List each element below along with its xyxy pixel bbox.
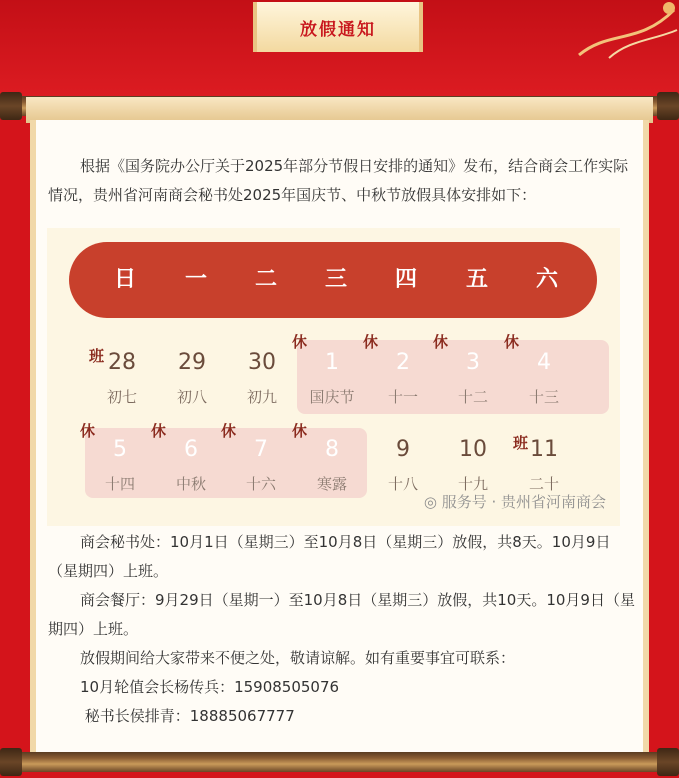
lunar-date: 十六 <box>245 475 276 493</box>
holiday-tag: 休 <box>80 422 96 440</box>
weekday-header <box>69 242 597 318</box>
day-number: 9 <box>396 437 410 462</box>
holiday-calendar <box>47 228 620 526</box>
holiday-tag: 休 <box>151 422 167 440</box>
day-cell <box>514 435 574 494</box>
holiday-tag: 休 <box>292 422 308 440</box>
rod-cap-left <box>0 92 22 120</box>
intro-paragraph: 根据《国务院办公厅关于2025年部分节假日安排的通知》发布，结合商会工作实际情况，贵州省河南商会秘书处2025年国庆节、中秋节放假具体安排如下： <box>48 157 629 204</box>
day-number: 30 <box>248 350 276 375</box>
weekday-thu: 四 <box>394 267 417 292</box>
weekday-fri: 五 <box>465 267 488 292</box>
page-title: 放假通知 <box>300 19 376 40</box>
rod-cap-right <box>657 748 679 776</box>
lunar-date: 二十 <box>528 475 559 493</box>
day-number: 5 <box>113 437 127 462</box>
lunar-date: 寒露 <box>316 475 347 493</box>
day-cell <box>90 435 150 494</box>
day-cell <box>302 435 362 494</box>
wechat-icon: ◎ <box>423 493 437 511</box>
weekday-sun: 日 <box>113 267 136 292</box>
day-cell <box>443 435 503 494</box>
weekday-mon: 一 <box>184 267 207 292</box>
details-section <box>48 528 638 731</box>
day-cell <box>92 348 152 407</box>
day-cell <box>443 348 503 407</box>
scroll-bottom-rod <box>0 752 679 772</box>
secretariat-notice: 商会秘书处：10月1日（星期三）至10月8日（星期三）放假，共8天。10月9日（星期四）上班。 <box>48 533 611 580</box>
holiday-tag: 休 <box>433 333 449 351</box>
watermark-text: 服务号 · 贵州省河南商会 <box>441 493 606 511</box>
weekday-wed: 三 <box>324 267 347 292</box>
lunar-date: 初九 <box>246 388 277 406</box>
day-number: 10 <box>459 437 487 462</box>
lunar-date: 十四 <box>104 475 135 493</box>
decorative-swirl-icon <box>569 0 679 60</box>
day-cell <box>302 348 362 407</box>
rod-cap-right <box>657 92 679 120</box>
day-number: 11 <box>530 437 558 462</box>
holiday-tag: 休 <box>292 333 308 351</box>
lunar-date: 十九 <box>457 475 488 493</box>
holiday-tag: 休 <box>363 333 379 351</box>
day-number: 2 <box>396 350 410 375</box>
contact-president: 10月轮值会长杨传兵：15908505076 <box>80 678 340 696</box>
day-number: 7 <box>254 437 268 462</box>
lunar-date: 十三 <box>528 388 559 406</box>
day-cell <box>373 435 433 494</box>
notice-title-banner <box>253 2 423 52</box>
weekday-sat: 六 <box>535 267 558 292</box>
day-number: 8 <box>325 437 339 462</box>
day-number: 4 <box>537 350 551 375</box>
day-number: 6 <box>184 437 198 462</box>
lunar-date: 初八 <box>176 388 207 406</box>
lunar-date: 十二 <box>457 388 488 406</box>
day-cell <box>231 435 291 494</box>
canteen-notice: 商会餐厅：9月29日（星期一）至10月8日（星期三）放假，共10天。10月9日（星期四）上班。 <box>48 591 635 638</box>
day-cell <box>373 348 433 407</box>
day-cell <box>514 348 574 407</box>
lunar-date: 十一 <box>387 388 418 406</box>
day-cell <box>162 348 222 407</box>
day-cell <box>161 435 221 494</box>
lunar-date: 十八 <box>387 475 418 493</box>
apology-line: 放假期间给大家带来不便之处，敬请谅解。如有重要事宜可联系： <box>80 649 516 667</box>
holiday-tag: 休 <box>221 422 237 440</box>
weekday-tue: 二 <box>254 267 277 292</box>
day-number: 29 <box>178 350 206 375</box>
lunar-date: 初七 <box>106 388 137 406</box>
day-number: 1 <box>325 350 339 375</box>
lunar-date: 中秋 <box>175 475 206 493</box>
holiday-tag: 休 <box>504 333 520 351</box>
day-number: 28 <box>108 350 136 375</box>
lunar-date: 国庆节 <box>309 388 355 406</box>
work-tag: 班 <box>89 347 105 365</box>
day-number: 3 <box>466 350 480 375</box>
day-cell <box>232 348 292 407</box>
contact-secretary: 秘书长侯排青：18885067777 <box>80 707 295 725</box>
rod-cap-left <box>0 748 22 776</box>
work-tag: 班 <box>513 434 529 452</box>
watermark <box>424 491 606 512</box>
